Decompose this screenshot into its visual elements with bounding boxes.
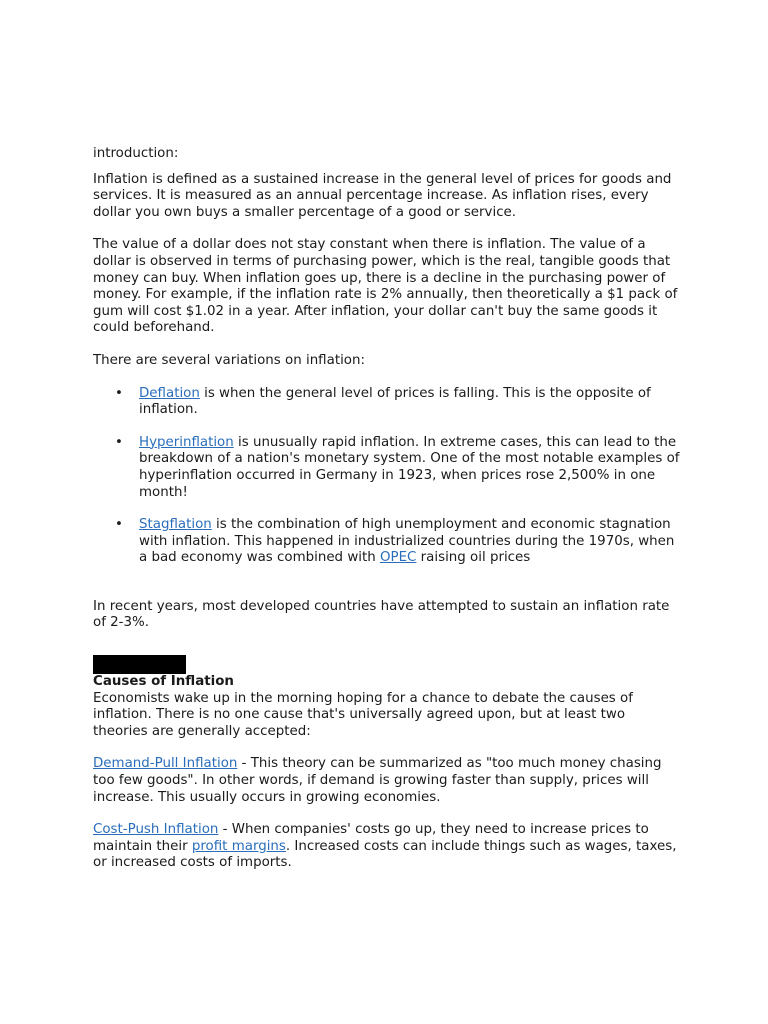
- demand-pull-text: - This theory can be summarized as "too much money chasing too few goods". In other words, if demand is growing faster than supply, prices will increase. This usually occurs in growing economies.: [93, 756, 662, 805]
- paragraph-causes-intro: Economists wake up in the morning hoping for a chance to debate the causes of inflation. There is no one cause that's universally agreed upon, but at least two theories are generally accepted:: [93, 690, 633, 739]
- link-profit-margins[interactable]: profit margins: [191, 838, 286, 854]
- paragraph-cost-push: [93, 822, 683, 872]
- list-item-hyperinflation: [93, 435, 683, 501]
- list-item-deflation: [93, 386, 683, 419]
- bullet-icon: •: [115, 517, 123, 533]
- bullet-icon: •: [115, 434, 123, 450]
- paragraph-definition: Inflation is defined as a sustained increase in the general level of prices for goods and services. It is measured as an annual percentage increase. As inflation rises, every dollar you own buys a smaller percentage of a good or service.: [93, 171, 672, 220]
- list-item-text: is when the general level of prices is falling. This is the opposite of inflation.: [139, 385, 651, 418]
- link-deflation[interactable]: Deflation: [139, 385, 200, 401]
- list-item-stagflation: [93, 517, 683, 567]
- cost-push-text: - When companies' costs go up, they need to increase prices to maintain their: [93, 822, 649, 854]
- paragraph-demand-pull: [93, 756, 683, 806]
- redaction-block: [93, 655, 186, 674]
- link-stagflation[interactable]: Stagflation: [139, 517, 212, 533]
- paragraph-dollar-value: The value of a dollar does not stay constant when there is inflation. The value of a dollar is observed in terms of purchasing power, which is the real, tangible goods that money can buy. When inflation goes up, there is a decline in the purchasing power of money. For example, if the inflation rate is 2% annually, then theoretically a $1 pack of gum will cost $1.02 in a year. After inflation, your dollar can't buy the same goods it could beforehand.: [93, 237, 678, 336]
- heading-causes: Causes of Inflation: [93, 674, 234, 690]
- list-item-text: raising oil prices: [416, 550, 531, 566]
- link-demand-pull[interactable]: Demand-Pull Inflation: [93, 756, 238, 772]
- bullet-icon: •: [115, 385, 123, 401]
- paragraph-recent-years: In recent years, most developed countries have attempted to sustain an inflation rate of 2-3%.: [93, 598, 670, 631]
- cost-push-text-end: . Increased costs can include things such as wages, taxes, or increased costs of imports.: [93, 838, 677, 871]
- link-cost-push[interactable]: Cost-Push Inflation: [93, 822, 219, 838]
- list-item-text: is the combination of high unemployment and economic stagnation with inflation. This happened in industrialized countries during the 1970s, when a bad economy was combined with: [139, 517, 675, 566]
- link-hyperinflation[interactable]: Hyperinflation: [139, 434, 234, 450]
- link-opec[interactable]: OPEC: [379, 550, 417, 566]
- variations-list: [93, 386, 683, 567]
- paragraph-variations-intro: There are several variations on inflation:: [93, 352, 365, 368]
- intro-label: introduction:: [93, 146, 179, 161]
- list-item-text: is unusually rapid inflation. In extreme cases, this can lead to the breakdown of a nation's monetary system. One of the most notable examples of hyperinflation occurred in Germany in 1923, when prices rose 2,500% in one month!: [139, 434, 680, 500]
- document-body: [93, 146, 683, 872]
